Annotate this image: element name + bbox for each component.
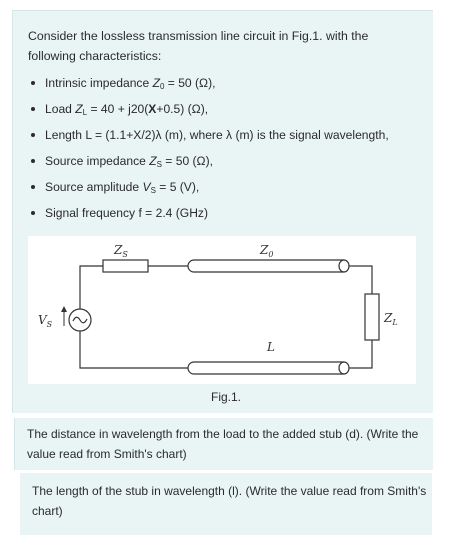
length-label: L [267,340,275,354]
list-item-load: Load ZL = 40 + j20(X+0.5) (Ω), [28,100,420,126]
voltage-source-icon [69,309,91,331]
bottom-line-cylinder [188,362,352,374]
load-resistor [365,294,379,340]
question-distance [14,418,433,470]
list-item-source-amplitude: Source amplitude VS = 5 (V), [28,178,420,204]
circuit-figure [28,236,416,384]
zl-label: $Z_L$ [384,311,398,327]
z0-label: $Z_0$ [260,243,274,259]
wire-load-to-line-bottom [352,340,372,368]
zs-label: $Z_S$ [114,243,128,259]
top-line-cylinder [188,260,352,272]
source-impedance-resistor [103,260,148,272]
wire-line-to-load-top [352,266,372,294]
problem-intro: Consider the lossless transmission line circuit in Fig.1. with the following characteristics: [28,29,369,63]
transmission-line-diagram [28,236,416,384]
wire-source-top [80,266,103,309]
list-item-length: Length L = (1.1+X/2)λ (m), where λ (m) is the signal wavelength, [28,126,420,152]
question-stub-length [20,473,432,535]
source-arrow-icon [61,306,67,326]
characteristics-list [28,74,420,230]
vs-label: $V_S$ [38,313,53,329]
list-item-signal-frequency: Signal frequency f = 2.4 (GHz) [28,204,420,230]
figure-caption: Fig.1. [210,390,241,404]
question-distance-text: The distance in wavelength from the load to the added stub (d). (Write the value read from Smith's chart) [27,427,419,461]
list-item-source-impedance: Source impedance ZS = 50 (Ω), [28,152,420,178]
wire-source-bottom [80,331,188,368]
question-stub-length-text: The length of the stub in wavelength (l). (Write the value read from Smith's chart) [32,484,427,518]
list-item-intrinsic-impedance: Intrinsic impedance Z0 = 50 (Ω), [28,74,420,100]
